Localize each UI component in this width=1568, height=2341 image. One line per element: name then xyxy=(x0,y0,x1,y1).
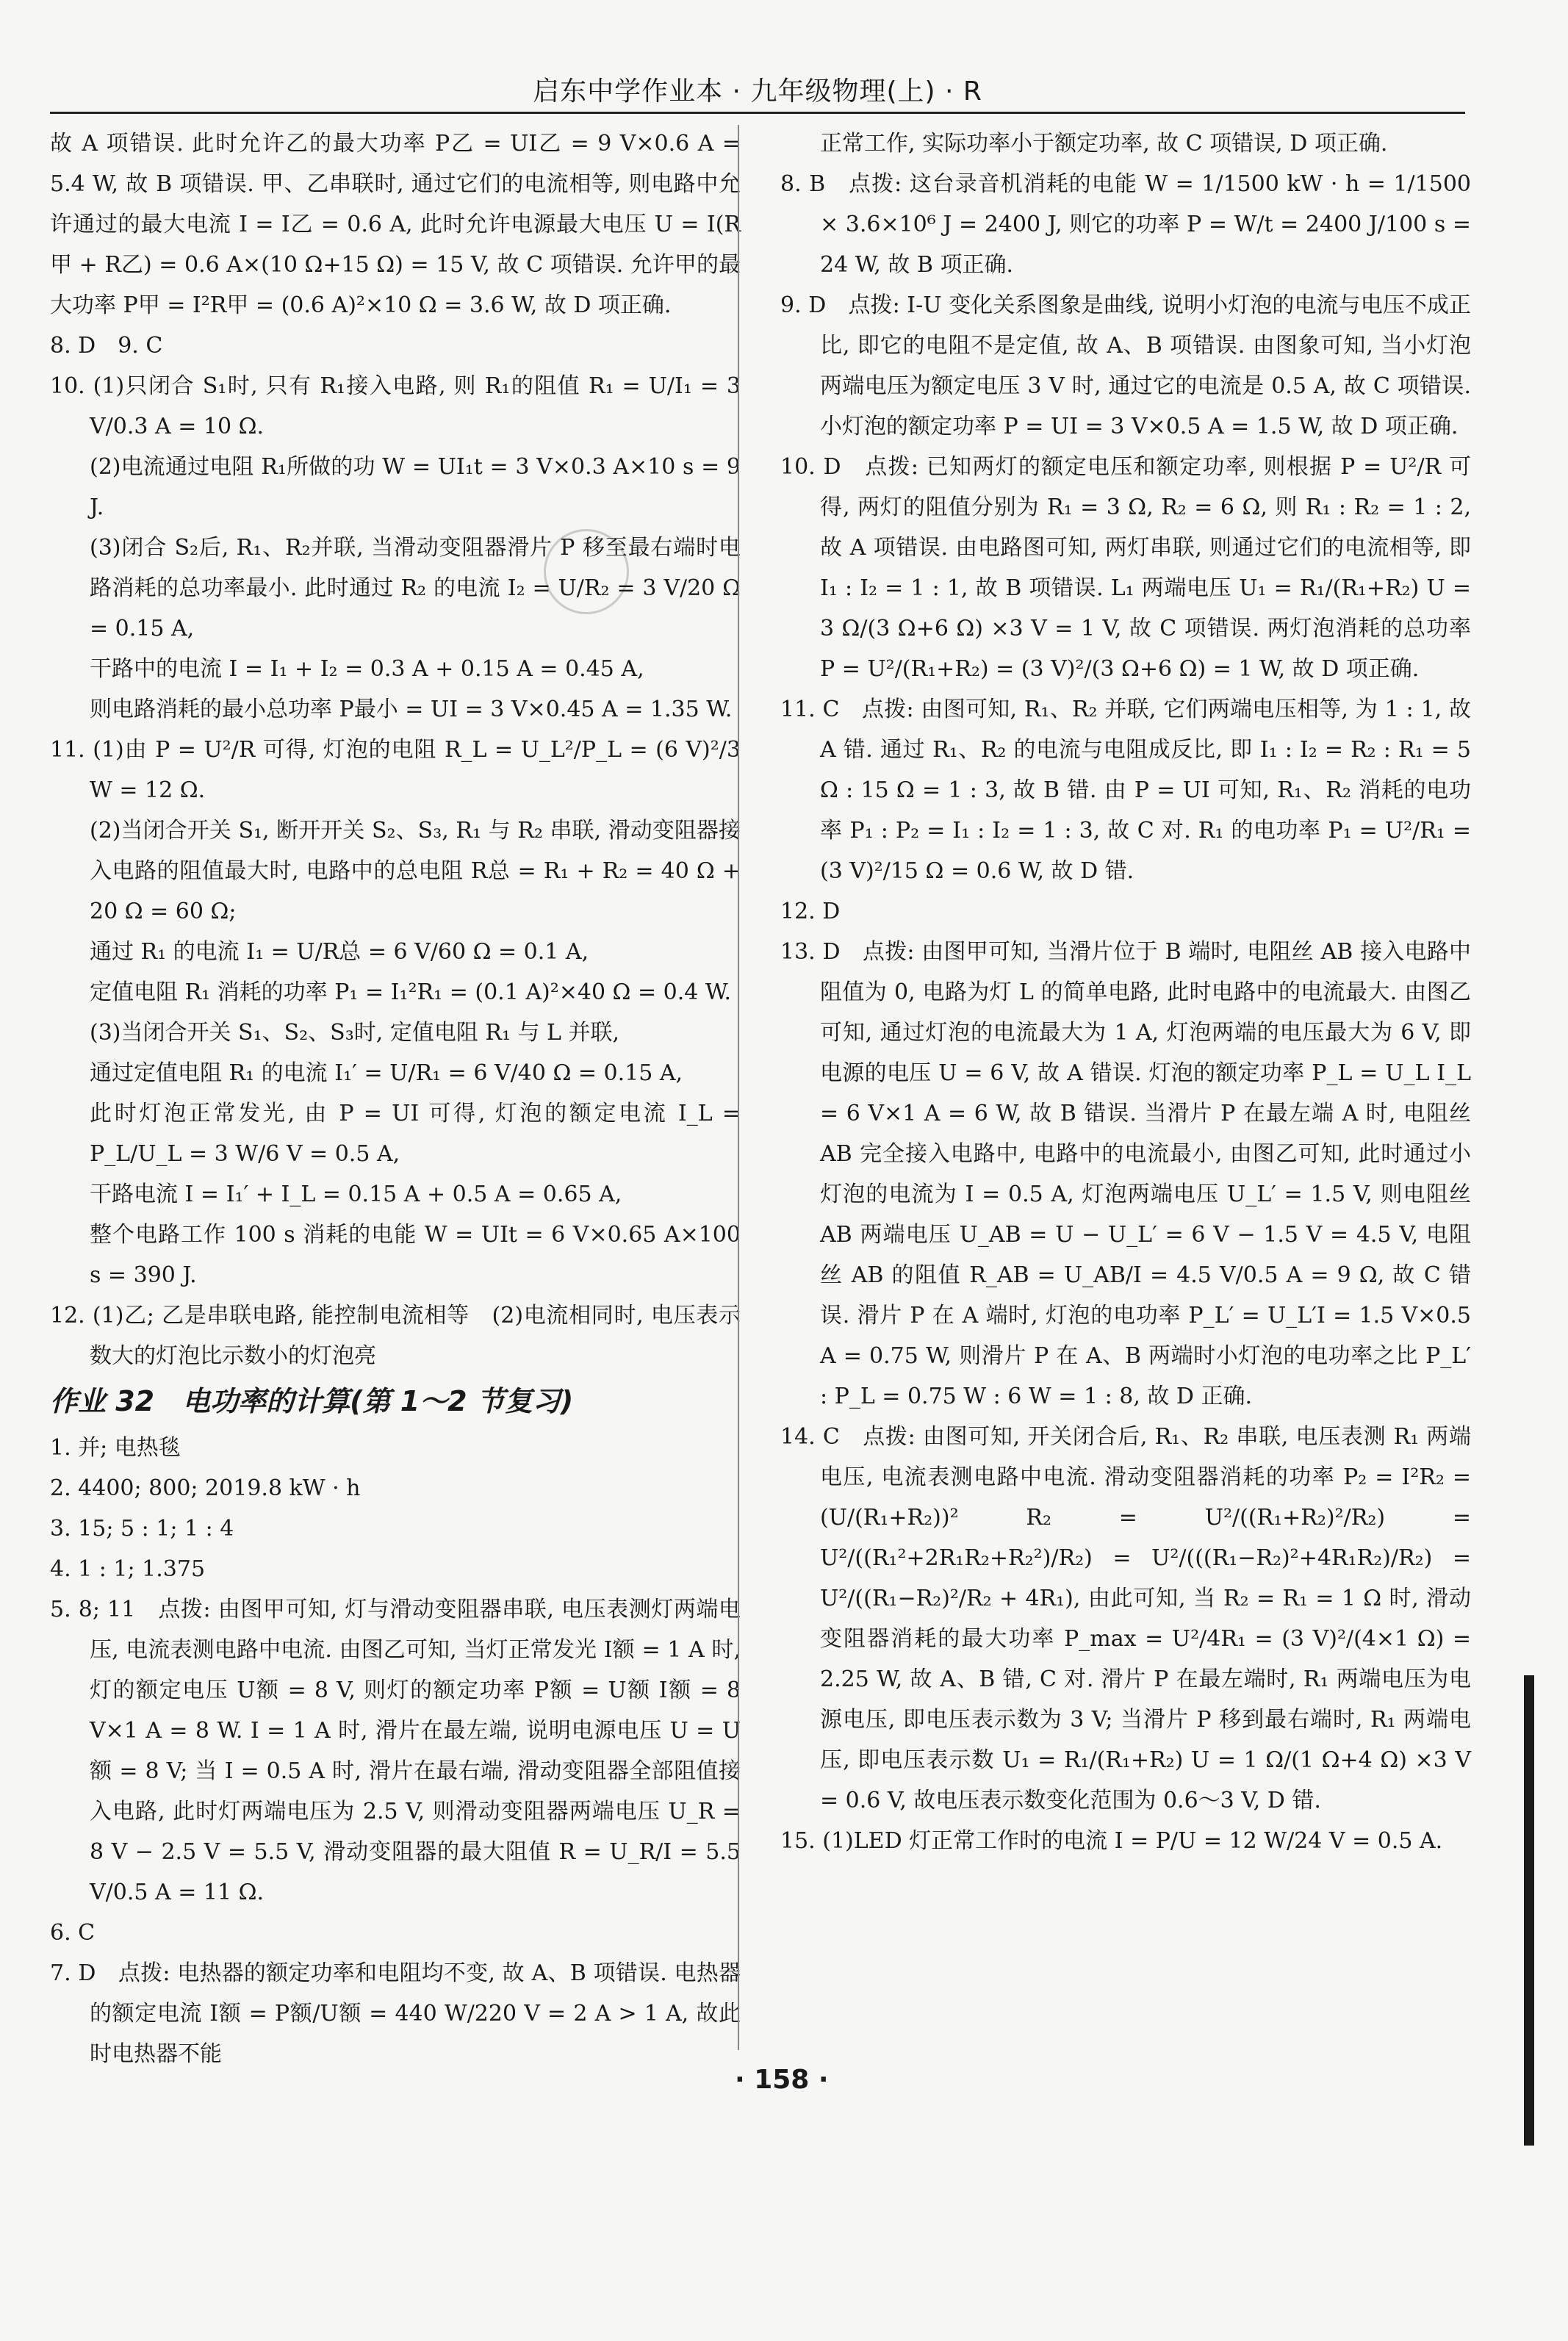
answer-paragraph: 此时灯泡正常发光, 由 P = UI 可得, 灯泡的额定电流 I_L = P_L/U_L = 3 W/6 V = 0.5 A, xyxy=(90,1101,741,1167)
answer-paragraph: 通过定值电阻 R₁ 的电流 I₁′ = U/R₁ = 6 V/40 Ω = 0.15 A, xyxy=(90,1060,683,1086)
answer-paragraph: 10. (1)只闭合 S₁时, 只有 R₁接入电路, 则 R₁的阻值 R₁ = U/I₁ = 3 V/0.3 A = 10 Ω. xyxy=(50,373,741,439)
answer-paragraph: 7. D 点拨: 电热器的额定功率和电阻均不变, 故 A、B 项错误. 电热器的额定电流 I额 = P额/U额 = 440 W/220 V = 2 A > 1 A, 故此时电热器不能 xyxy=(50,1960,741,2067)
header-rule xyxy=(50,112,1465,114)
right-column xyxy=(780,123,1471,1861)
page-header xyxy=(50,71,1465,118)
answer-paragraph: 干路中的电流 I = I₁ + I₂ = 0.3 A + 0.15 A = 0.45 A, xyxy=(90,656,644,682)
answer-paragraph: 则电路消耗的最小总功率 P最小 = UI = 3 V×0.45 A = 1.35 W. xyxy=(90,697,733,722)
answer-paragraph: 11. (1)由 P = U²/R 可得, 灯泡的电阻 R_L = U_L²/P_L = (6 V)²/3 W = 12 Ω. xyxy=(50,737,741,803)
answer-paragraph: 9. D 点拨: I-U 变化关系图象是曲线, 说明小灯泡的电流与电压不成正比, 即它的电阻不是定值, 故 A、B 项错误. 由图象可知, 当小灯泡两端电压为额定电压 3 V 时, 通过它的电流是 0.5 A, 故 C 项错误. 小灯泡的额定功率 P = UI = 3 V×0.5 A = 1.5 W, 故 D 项正确. xyxy=(780,292,1471,439)
answer-paragraph: 15. (1)LED 灯正常工作时的电流 I = P/U = 12 W/24 V = 0.5 A. xyxy=(780,1828,1443,1854)
header-title: 启东中学作业本 · 九年级物理(上) · R xyxy=(533,76,982,107)
left-column xyxy=(50,123,741,2074)
answer-paragraph: 14. C 点拨: 由图可知, 开关闭合后, R₁、R₂ 串联, 电压表测 R₁ 两端电压, 电流表测电路中电流. 滑动变阻器消耗的功率 P₂ = I²R₂ = (U/(R₁+R₂))² R₂ = U²/((R₁+R₂)²/R₂) = U²/((R₁²+2R₁R₂+R₂²)/R₂) = U²/(((R₁−R₂)²+4R₁R₂)/R₂) = U²/((R₁−R₂)²/R₂ + 4R₁), 由此可知, 当 R₂ = R₁ = 1 Ω 时, 滑动变阻器消耗的最大功率 P_max = U²/4R₁ = (3 V)²/(4×1 Ω) = 2.25 W, 故 A、B 错, C 对. 滑片 P 在最左端时, R₁ 两端电压为电源电压, 即电压表示数为 3 V; 当滑片 P 移到最右端时, R₁ 两端电压, 即电压表示数 U₁ = R₁/(R₁+R₂) U = 1 Ω/(1 Ω+4 Ω) ×3 V = 0.6 V, 故电压表示数变化范围为 0.6～3 V, D 错. xyxy=(780,1424,1471,1813)
answer-paragraph: 12. D xyxy=(780,899,841,924)
page-number: · 158 · xyxy=(735,2065,829,2095)
answer-paragraph: 整个电路工作 100 s 消耗的电能 W = UIt = 6 V×0.65 A×100 s = 390 J. xyxy=(90,1222,741,1288)
answer-paragraph: 8. D 9. C xyxy=(50,333,163,359)
answer-paragraph: 10. D 点拨: 已知两灯的额定电压和额定功率, 则根据 P = U²/R 可得, 两灯的阻值分别为 R₁ = 3 Ω, R₂ = 6 Ω, 则 R₁ : R₂ = 1 : 2, 故 A 项错误. 由电路图可知, 两灯串联, 则通过它们的电流相等, 即 I₁ : I₂ = 1 : 1, 故 B 项错误. L₁ 两端电压 U₁ = R₁/(R₁+R₂) U = 3 Ω/(3 Ω+6 Ω) ×3 V = 1 V, 故 C 项错误. 两灯泡消耗的总功率 P = U²/(R₁+R₂) = (3 V)²/(3 Ω+6 Ω) = 1 W, 故 D 项正确. xyxy=(780,454,1471,682)
answer-paragraph: 12. (1)乙; 乙是串联电路, 能控制电流相等 (2)电流相同时, 电压表示数大的灯泡比示数小的灯泡亮 xyxy=(50,1303,741,1369)
answer-paragraph: 3. 15; 5 : 1; 1 : 4 xyxy=(50,1516,234,1542)
answer-paragraph: 4. 1 : 1; 1.375 xyxy=(50,1556,206,1582)
answer-paragraph: 13. D 点拨: 由图甲可知, 当滑片位于 B 端时, 电阻丝 AB 接入电路中阻值为 0, 电路为灯 L 的简单电路, 此时电路中的电流最大. 由图乙可知, 通过灯泡的电流最大为 1 A, 灯泡两端的电压最大为 6 V, 即电源的电压 U = 6 V, 故 A 错误. 灯泡的额定功率 P_L = U_L I_L = 6 V×1 A = 6 W, 故 B 错误. 当滑片 P 在最左端 A 时, 电阻丝 AB 完全接入电路中, 电路中的电流最小, 由图乙可知, 此时通过小灯泡的电流为 I = 0.5 A, 灯泡两端电压 U_L′ = 1.5 V, 则电阻丝 AB 两端电压 U_AB = U − U_L′ = 6 V − 1.5 V = 4.5 V, 电阻丝 AB 的阻值 R_AB = U_AB/I = 4.5 V/0.5 A = 9 Ω, 故 C 错误. 滑片 P 在 A 端时, 灯泡的电功率 P_L′ = U_L′I = 1.5 V×0.5 A = 0.75 W, 则滑片 P 在 A、B 两端时小灯泡的电功率之比 P_L′ : P_L = 0.75 W : 6 W = 1 : 8, 故 D 正确. xyxy=(780,939,1471,1409)
answer-paragraph: 5. 8; 11 点拨: 由图甲可知, 灯与滑动变阻器串联, 电压表测灯两端电压, 电流表测电路中电流. 由图乙可知, 当灯正常发光 I额 = 1 A 时, 灯的额定电压 U额 = 8 V, 则灯的额定功率 P额 = U额 I额 = 8 V×1 A = 8 W. I = 1 A 时, 滑片在最左端, 说明电源电压 U = U额 = 8 V; 当 I = 0.5 A 时, 滑片在最右端, 滑动变阻器全部阻值接入电路, 此时灯两端电压为 2.5 V, 则滑动变阻器两端电压 U_R = 8 V − 2.5 V = 5.5 V, 滑动变阻器的最大阻值 R = U_R/I = 5.5 V/0.5 A = 11 Ω. xyxy=(50,1597,741,1905)
answer-paragraph: 1. 并; 电热毯 xyxy=(50,1435,181,1461)
answer-paragraph: 6. C xyxy=(50,1920,96,1946)
answer-paragraph: (2)当闭合开关 S₁, 断开开关 S₂、S₃, R₁ 与 R₂ 串联, 滑动变阻器接入电路的阻值最大时, 电路中的总电阻 R总 = R₁ + R₂ = 40 Ω + 20 Ω = 60 Ω; xyxy=(90,818,741,924)
answer-paragraph: 2. 4400; 800; 2019.8 kW · h xyxy=(50,1475,361,1501)
answer-paragraph: 定值电阻 R₁ 消耗的功率 P₁ = I₁²R₁ = (0.1 A)²×40 Ω = 0.4 W. xyxy=(90,979,732,1005)
answer-paragraph: 通过 R₁ 的电流 I₁ = U/R总 = 6 V/60 Ω = 0.1 A, xyxy=(90,939,589,965)
answer-paragraph: (2)电流通过电阻 R₁所做的功 W = UI₁t = 3 V×0.3 A×10 s = 9 J. xyxy=(90,454,741,520)
answer-paragraph: 8. B 点拨: 这台录音机消耗的电能 W = 1/1500 kW · h = 1/1500 × 3.6×10⁶ J = 2400 J, 则它的功率 P = W/t = 2400 J/100 s = 24 W, 故 B 项正确. xyxy=(780,171,1471,278)
section-heading: 作业 32 电功率的计算(第 1～2 节复习) xyxy=(50,1385,574,1417)
answer-paragraph: (3)闭合 S₂后, R₁、R₂并联, 当滑动变阻器滑片 P 移至最右端时电路消耗的总功率最小. 此时通过 R₂ 的电流 I₂ = U/R₂ = 3 V/20 Ω = 0.15 A, xyxy=(90,535,741,641)
answer-paragraph: 干路电流 I = I₁′ + I_L = 0.15 A + 0.5 A = 0.65 A, xyxy=(90,1182,622,1207)
column-divider xyxy=(738,125,739,2050)
answer-paragraph: (3)当闭合开关 S₁、S₂、S₃时, 定值电阻 R₁ 与 L 并联, xyxy=(90,1020,620,1046)
answer-paragraph: 正常工作, 实际功率小于额定功率, 故 C 项错误, D 项正确. xyxy=(820,131,1388,157)
answer-paragraph: 故 A 项错误. 此时允许乙的最大功率 P乙 = UI乙 = 9 V×0.6 A = 5.4 W, 故 B 项错误. 甲、乙串联时, 通过它们的电流相等, 则电路中允许通过的最大电流 I = I乙 = 0.6 A, 此时允许电源最大电压 U = I(R甲 + R乙) = 0.6 A×(10 Ω+15 Ω) = 15 V, 故 C 项错误. 允许甲的最大功率 P甲 = I²R甲 = (0.6 A)²×10 Ω = 3.6 W, 故 D 项正确. xyxy=(50,131,741,318)
edge-bar xyxy=(1524,1675,1534,2146)
answer-paragraph: 11. C 点拨: 由图可知, R₁、R₂ 并联, 它们两端电压相等, 为 1 : 1, 故 A 错. 通过 R₁、R₂ 的电流与电阻成反比, 即 I₁ : I₂ = R₂ : R₁ = 5 Ω : 15 Ω = 1 : 3, 故 B 错. 由 P = UI 可知, R₁、R₂ 消耗的电功率 P₁ : P₂ = I₁ : I₂ = 1 : 3, 故 C 对. R₁ 的电功率 P₁ = U²/R₁ = (3 V)²/15 Ω = 0.6 W, 故 D 错. xyxy=(780,697,1471,884)
